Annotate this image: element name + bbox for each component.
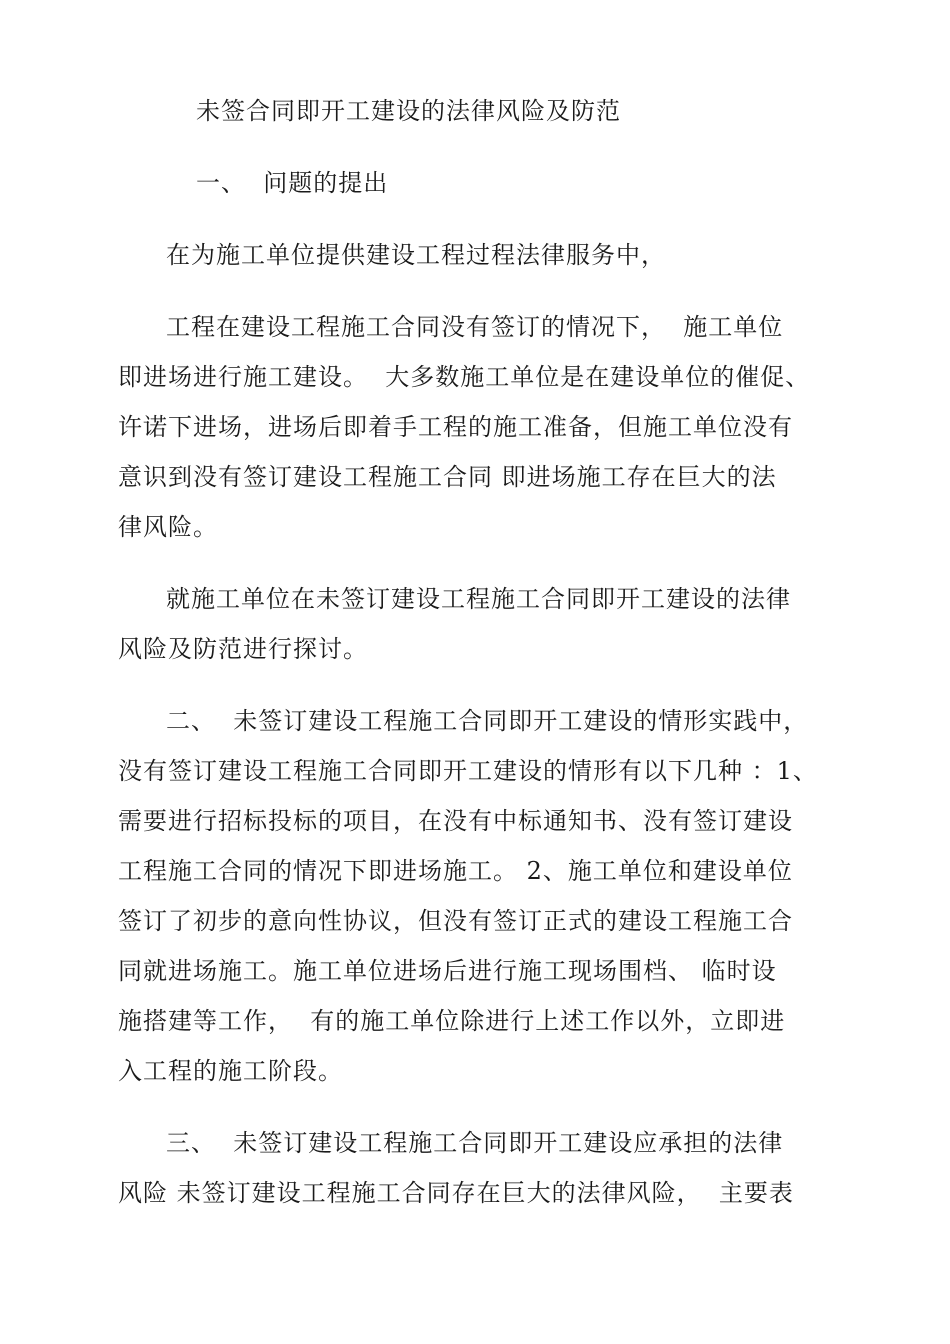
paragraph-line: 施搭建等工作， 有的施工单位除进行上述工作以外，立即进 (118, 1007, 786, 1035)
paragraph-line: 律风险。 (118, 513, 218, 541)
paragraph-line: 同就进场施工。施工单位进场后进行施工现场围档、 临时设 (118, 957, 777, 985)
paragraph-line: 工程在建设工程施工合同没有签订的情况下， 施工单位 (166, 313, 784, 341)
document-title: 未签合同即开工建设的法律风险及防范 (196, 97, 621, 125)
section-heading-3: 三、 未签订建设工程施工合同即开工建设应承担的法律 (166, 1129, 784, 1157)
paragraph-line: 入工程的施工阶段。 (118, 1057, 343, 1085)
section-heading-2: 二、 未签订建设工程施工合同即开工建设的情形实践中， (166, 707, 809, 735)
paragraph-line: 风险 未签订建设工程施工合同存在巨大的法律风险， 主要表 (118, 1179, 794, 1207)
paragraph-line: 即进场进行施工建设。 大多数施工单位是在建设单位的催促、 (118, 363, 811, 391)
paragraph-line: 没有签订建设工程施工合同即开工建设的情形有以下几种 ：1、 (118, 757, 818, 785)
paragraph-line: 风险及防范进行探讨。 (118, 635, 368, 663)
paragraph-line: 在为施工单位提供建设工程过程法律服务中， (166, 241, 666, 269)
paragraph-line: 就施工单位在未签订建设工程施工合同即开工建设的法律 (166, 585, 791, 613)
section-heading-1: 一、 问题的提出 (196, 169, 389, 197)
paragraph-line: 需要进行招标投标的项目，在没有中标通知书、没有签订建设 (118, 807, 793, 835)
paragraph-line: 意识到没有签订建设工程施工合同 即进场施工存在巨大的法 (118, 463, 777, 491)
paragraph-line: 工程施工合同的情况下即进场施工。 2、施工单位和建设单位 (118, 857, 793, 885)
paragraph-line: 许诺下进场，进场后即着手工程的施工准备，但施工单位没有 (118, 413, 793, 441)
paragraph-line: 签订了初步的意向性协议，但没有签订正式的建设工程施工合 (118, 907, 793, 935)
